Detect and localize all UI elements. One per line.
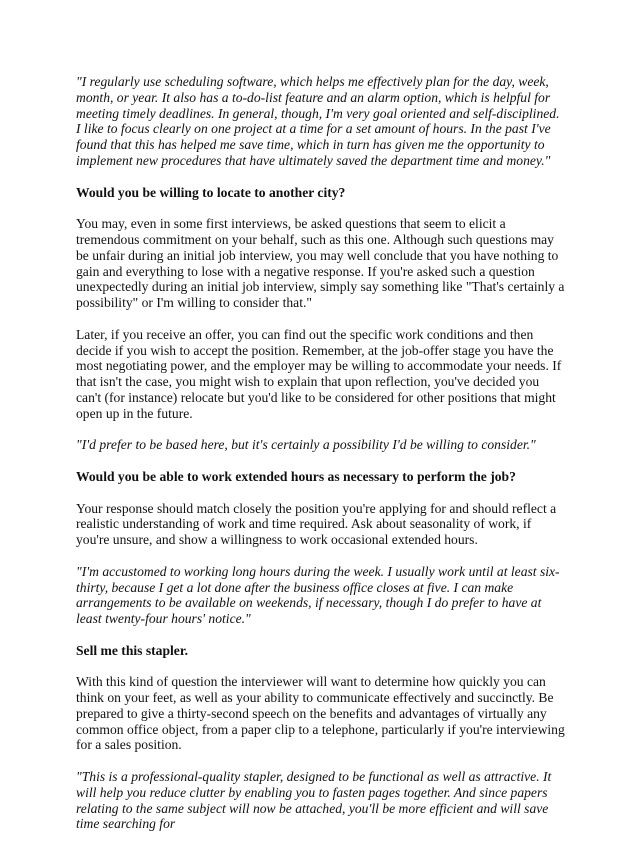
quote-scheduling-software: "I regularly use scheduling software, which helps me effectively plan for the day, week, month, or year. It also has a to-do-list feature and an alarm option, which is helpful for meeting timely deadlines. In general, though, I'm very goal oriented and self-disciplined. I like to focus clearly on one project at a time for a set amount of hours. In the past I've found that this has helped me save time, which in turn has given me the opportunity to implement new procedures that have ultimately saved the department time and money." <box>76 74 560 168</box>
quote-stapler: "This is a professional-quality stapler, designed to be functional as well as attractive. It will help you reduce clutter by enabling you to fasten pages together. And since papers relating to the same subject will now be attached, you'll be more efficient and will save time searching for <box>76 769 552 832</box>
document-page <box>76 74 566 848</box>
heading-stapler: Sell me this stapler. <box>76 642 189 658</box>
heading-extended-hours: Would you be able to work extended hours as necessary to perform the job? <box>76 468 516 484</box>
paragraph-relocate-offer: Later, if you receive an offer, you can find out the specific work conditions and then decide if you wish to accept the position. Remember, at the job-offer stage you have the most negotiating power, and the employer may be willing to accommodate your needs. If that isn't the case, you might wish to explain that upon reflection, you've decided you can't (for instance) relocate but you'd like to be considered for other positions that might open up in the future. <box>76 326 562 421</box>
quote-extended-hours: "I'm accustomed to working long hours during the week. I usually work until at least six-thirty, because I get a lot done after the business office closes at five. I can make arrangements to be available on weekends, if necessary, though I do prefer to have at least twenty-four hours' notice." <box>76 563 560 627</box>
paragraph-stapler: With this kind of question the interviewer will want to determine how quickly you can think on your feet, as well as your ability to communicate effectively and succinctly. Be prepared to give a thirty-second speech on the benefits and advantages of virtually any common office object, from a paper clip to a telephone, particularly if you're interviewing for a sales position. <box>76 674 565 753</box>
heading-relocate: Would you be willing to locate to another city? <box>76 184 346 200</box>
paragraph-extended-hours: Your response should match closely the position you're applying for and should reflect a realistic understanding of work and time required. Ask about seasonality of work, if you're unsure, and show a willingness to work occasional extended hours. <box>76 500 557 548</box>
quote-relocate: "I'd prefer to be based here, but it's certainly a possibility I'd be willing to consider." <box>76 437 536 453</box>
paragraph-relocate-commitment: You may, even in some first interviews, be asked questions that seem to elicit a tremendous commitment on your behalf, such as this one. Although such questions may be unfair during an initial job interview, you may well conclude that you have nothing to gain and everything to lose with a negative response. If you're asked such a question unexpectedly during an initial job interview, simply say something like "That's certainly a possibility" or I'm willing to consider that." <box>76 216 565 311</box>
